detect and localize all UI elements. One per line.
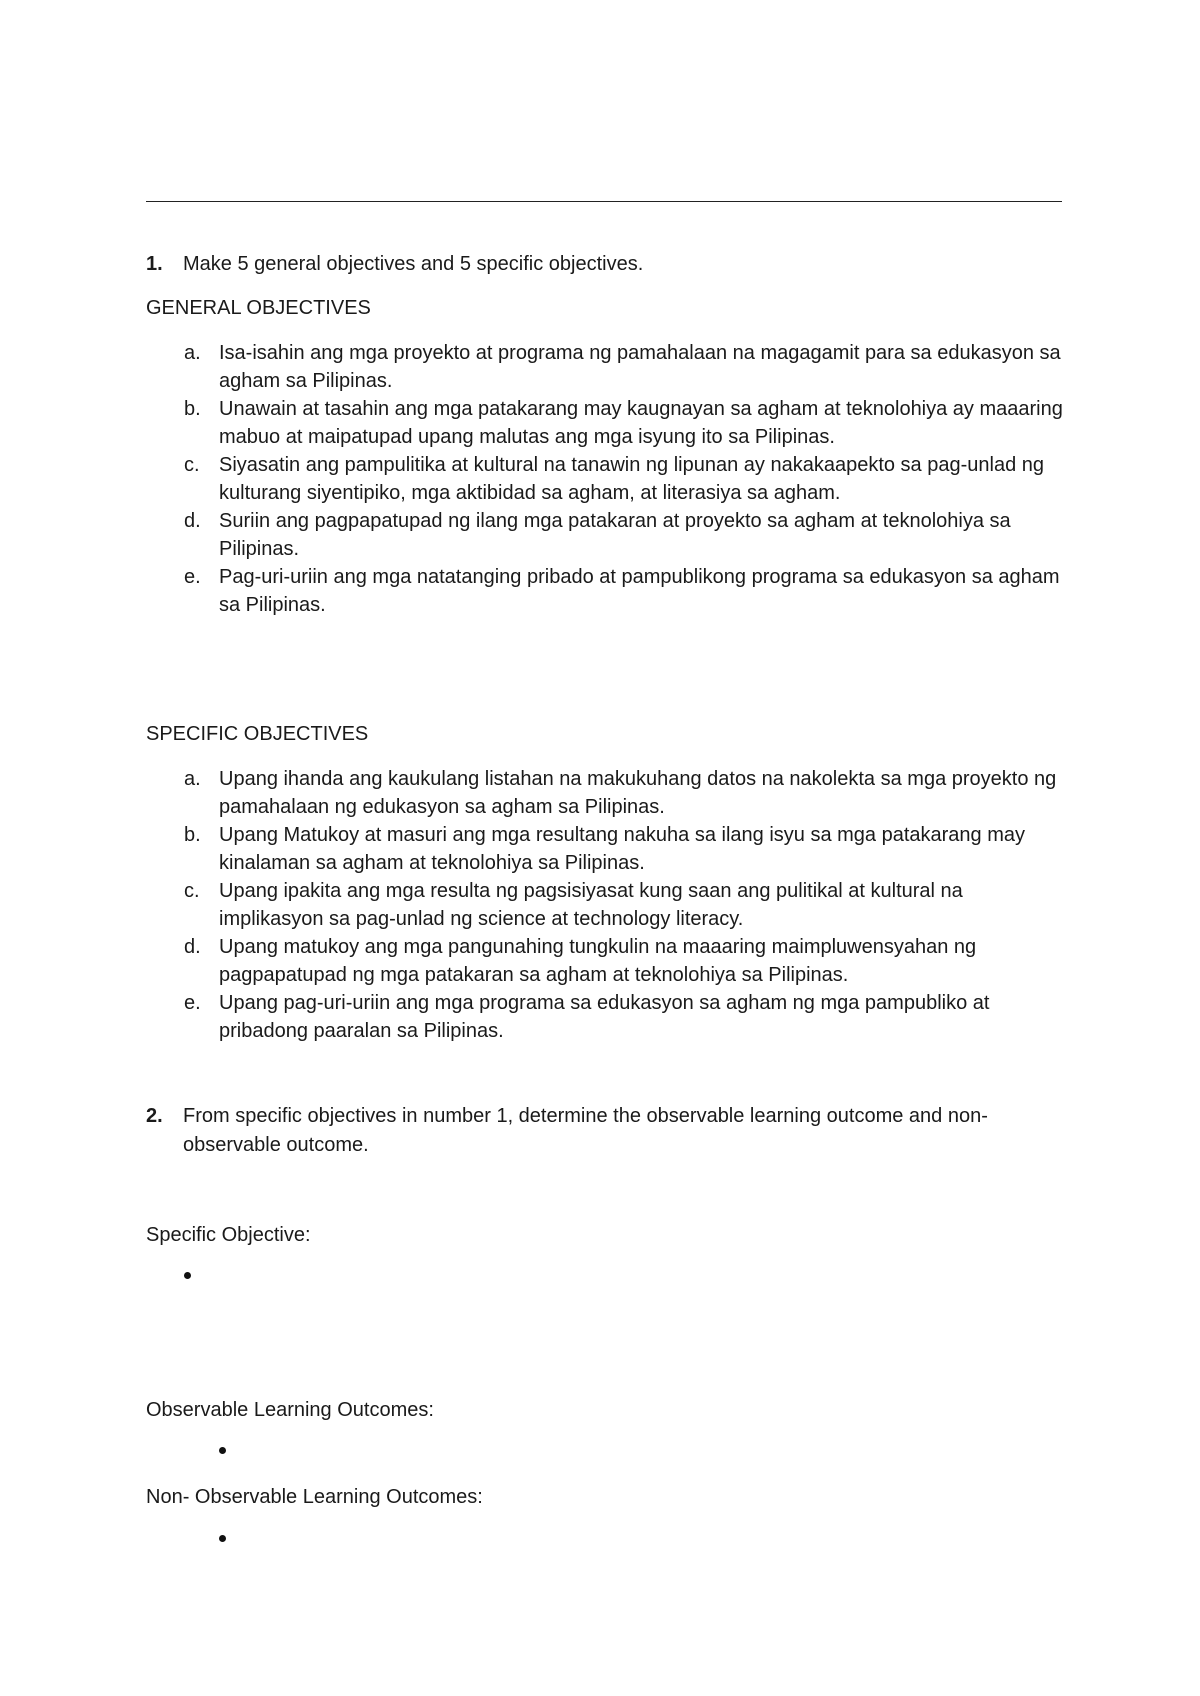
list-item [146,933,1066,989]
question-1 [146,250,1063,279]
list-item [146,507,1066,563]
list-marker: e. [184,566,201,588]
list-marker: a. [184,342,201,364]
list-item-text: Upang ihanda ang kaukulang listahan na makukuhang datos na nakolekta sa mga proyekto ng pamahalaan ng edukasyon sa agham sa Pilipinas. [219,768,1057,818]
list-item [146,821,1066,877]
list-item [146,451,1066,507]
question-2-text: From specific objectives in number 1, determine the observable learning outcome and non-observable outcome. [183,1105,988,1156]
list-item-text: Upang ipakita ang mga resulta ng pagsisiyasat kung saan ang pulitikal at kultural na implikasyon sa pag-unlad ng science at technology literacy. [219,880,963,930]
observable-outcomes-label: Observable Learning Outcomes: [146,1399,434,1421]
list-item-text: Isa-isahin ang mga proyekto at programa ng pamahalaan na magagamit para sa edukasyon sa agham sa Pilipinas. [219,342,1061,392]
general-objectives-heading: GENERAL OBJECTIVES [146,297,371,319]
list-marker: d. [184,510,201,532]
list-marker: d. [184,936,201,958]
question-1-text: Make 5 general objectives and 5 specific objectives. [183,253,644,275]
list-item [146,339,1066,395]
list-item [146,563,1066,619]
list-marker: c. [184,880,200,902]
specific-objective-label: Specific Objective: [146,1224,311,1246]
list-marker: e. [184,992,201,1014]
list-marker: b. [184,824,201,846]
list-item-text: Upang matukoy ang mga pangunahing tungkulin na maaaring maimpluwensyahan ng pagpapatupad ng mga patakaran sa agham at teknolohiya sa Pilipinas. [219,936,977,986]
list-item [146,765,1066,821]
horizontal-rule [146,201,1062,202]
bullet-icon [219,1535,226,1542]
list-item [146,877,1066,933]
list-item-text: Siyasatin ang pampulitika at kultural na tanawin ng lipunan ay nakakaapekto sa pag-unlad ng kulturang siyentipiko, mga aktibidad sa agham, at literasiya sa agham. [219,454,1044,504]
list-marker: a. [184,768,201,790]
specific-objectives-list [146,765,1066,1045]
list-item-text: Pag-uri-uriin ang mga natatanging pribado at pampublikong programa sa edukasyon sa agham sa Pilipinas. [219,566,1060,616]
list-item [146,989,1066,1045]
general-objectives-list [146,339,1066,619]
list-item-text: Unawain at tasahin ang mga patakarang may kaugnayan sa agham at teknolohiya ay maaaring mabuo at maipatupad upang malutas ang mga isyung ito sa Pilipinas. [219,398,1063,448]
list-item-text: Suriin ang pagpapatupad ng ilang mga patakaran at proyekto sa agham at teknolohiya sa Pilipinas. [219,510,1011,560]
list-marker: b. [184,398,201,420]
list-marker: c. [184,454,200,476]
specific-objectives-heading: SPECIFIC OBJECTIVES [146,723,369,745]
list-item [146,395,1066,451]
question-1-number: 1. [146,253,163,275]
bullet-icon [184,1272,191,1279]
question-2-number: 2. [146,1105,163,1127]
question-2 [146,1102,1063,1160]
bullet-icon [219,1447,226,1454]
list-item-text: Upang Matukoy at masuri ang mga resultang nakuha sa ilang isyu sa mga patakarang may kinalaman sa agham at teknolohiya sa Pilipinas. [219,824,1026,874]
non-observable-outcomes-label: Non- Observable Learning Outcomes: [146,1486,483,1508]
list-item-text: Upang pag-uri-uriin ang mga programa sa edukasyon sa agham ng mga pampubliko at pribadong paaralan sa Pilipinas. [219,992,990,1042]
